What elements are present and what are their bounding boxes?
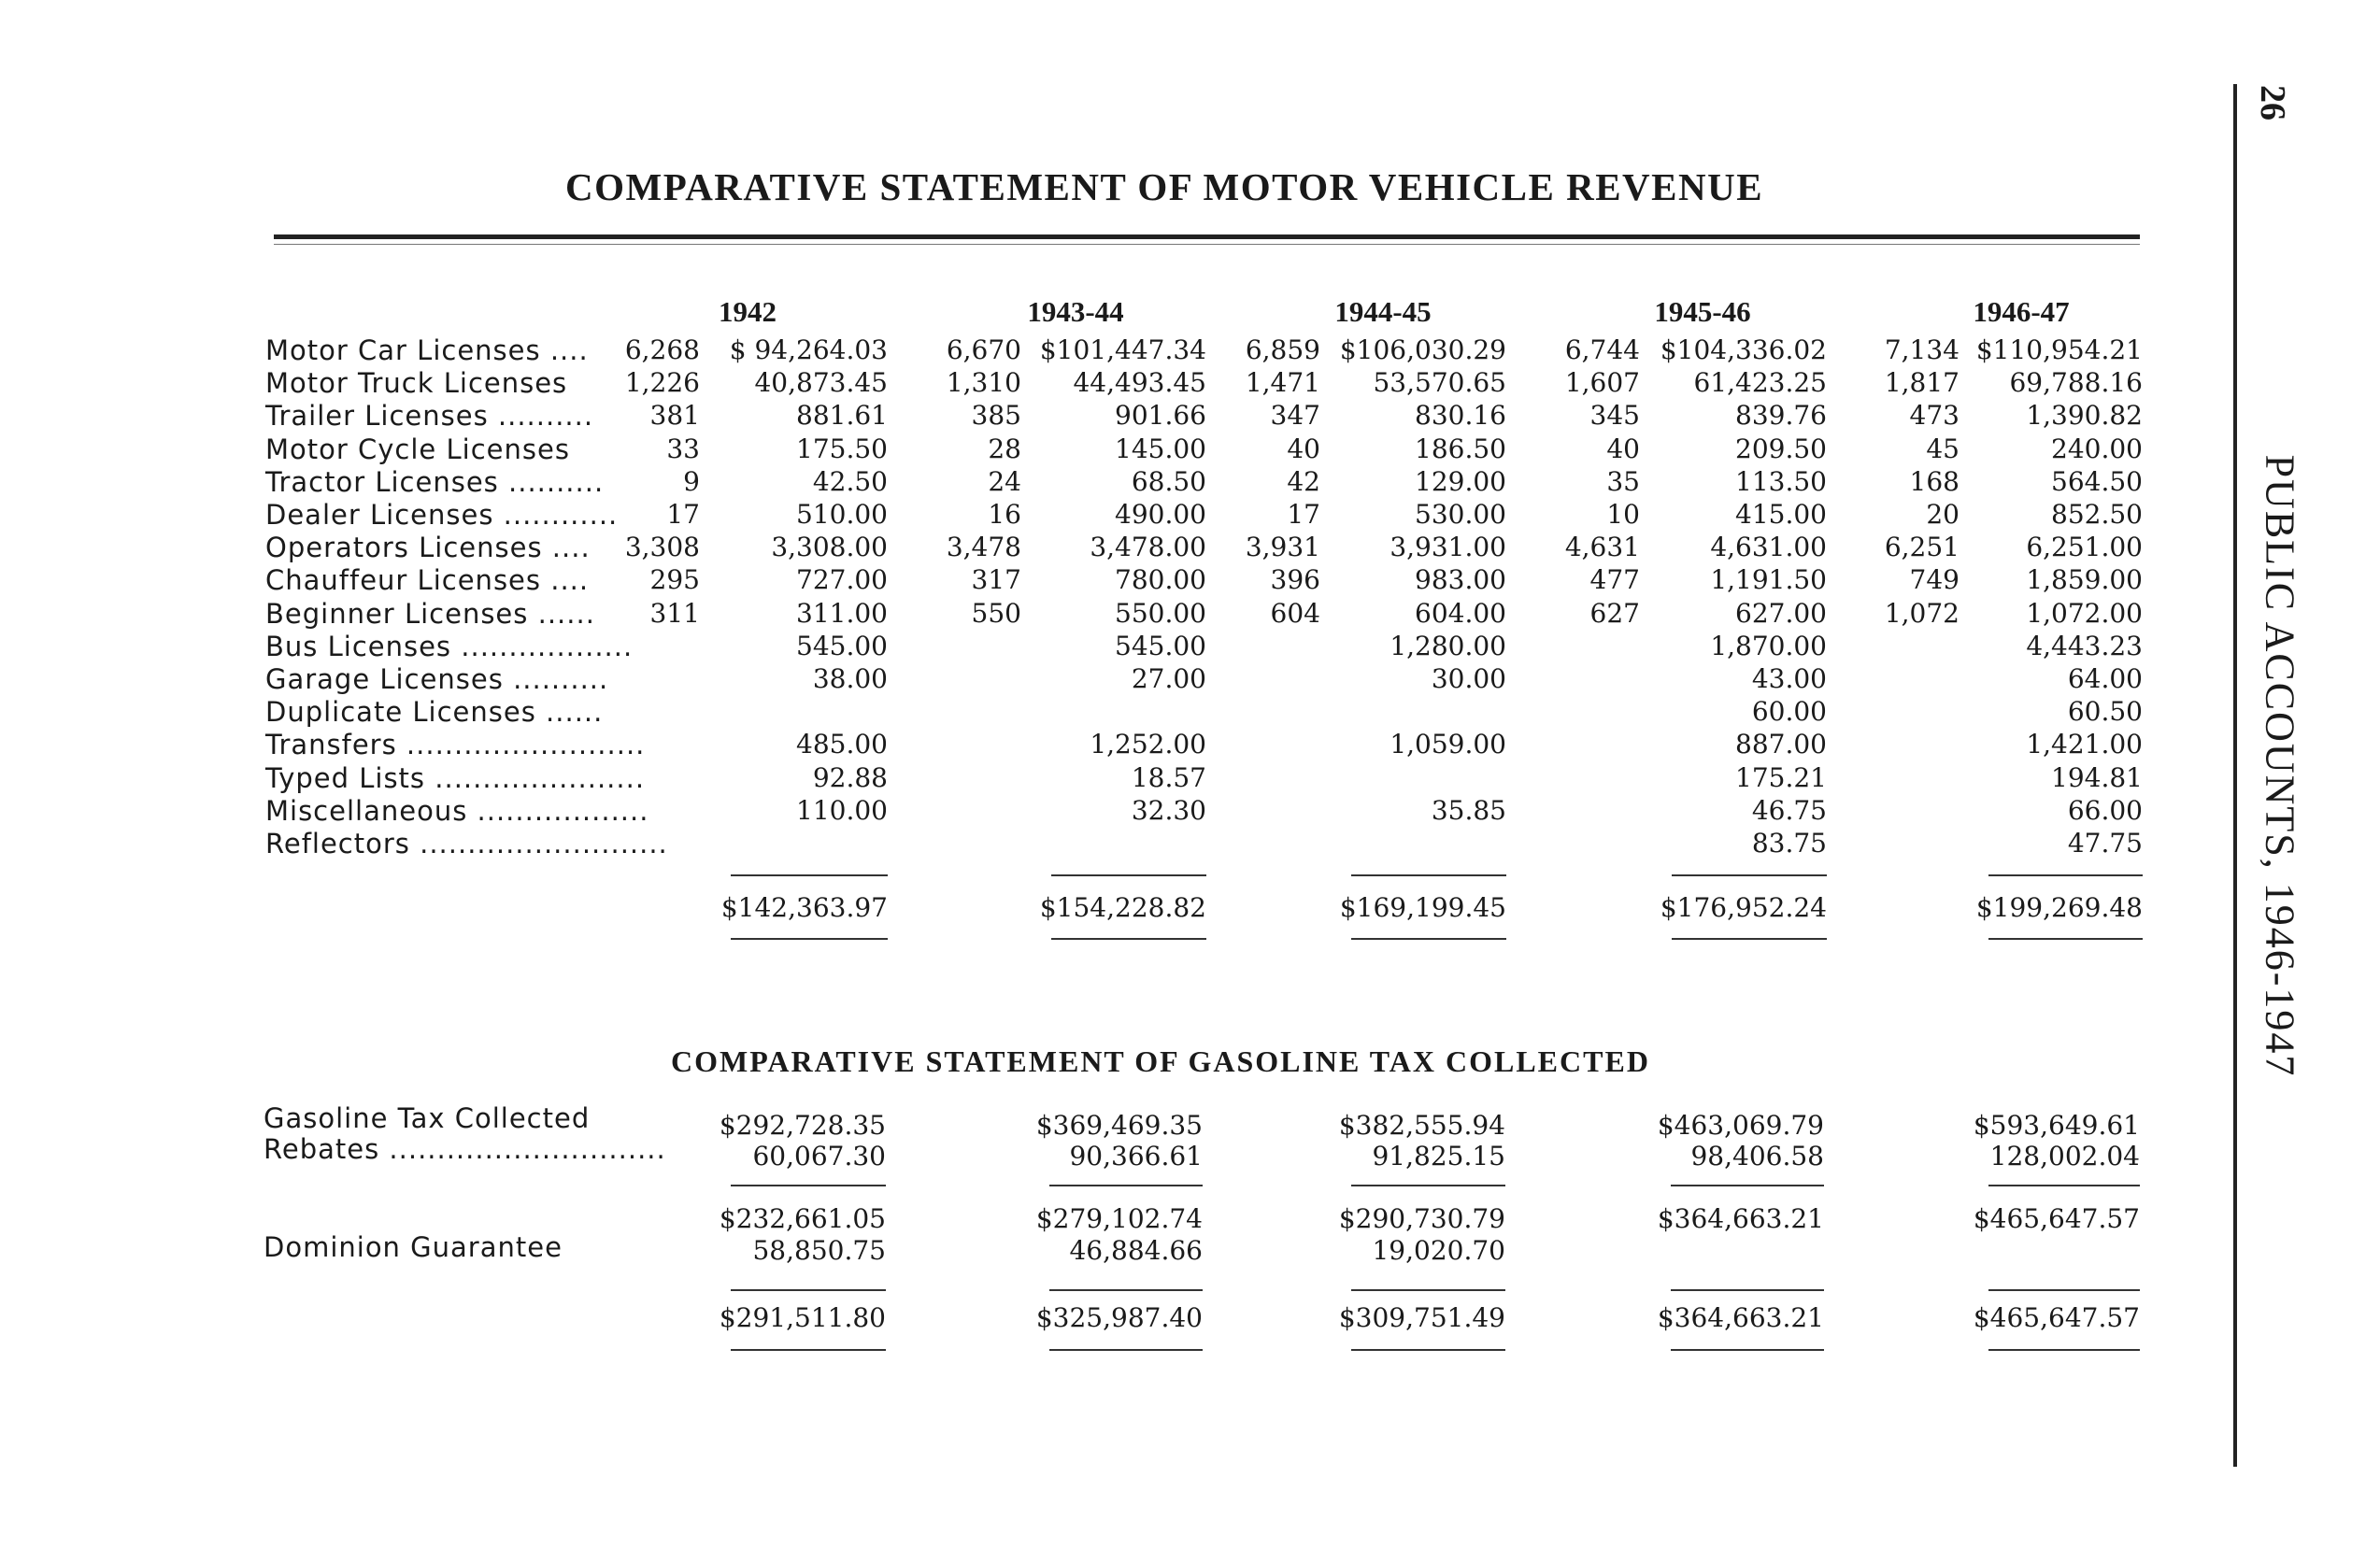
- total-rule-top: [1051, 874, 1206, 876]
- revenue-amount: 194.81: [2051, 761, 2143, 793]
- revenue-amount: $106,030.29: [1339, 334, 1506, 365]
- rebate-amount: 60,067.30: [752, 1141, 886, 1172]
- row-label: Garage Licenses ..........: [265, 663, 609, 695]
- gas-total-rule-bottom: [731, 1349, 886, 1351]
- row-label: Miscellaneous ..................: [265, 794, 649, 827]
- revenue-total: $176,952.24: [1660, 892, 1827, 923]
- license-count: 317: [971, 564, 1021, 596]
- revenue-amount: 1,252.00: [1090, 729, 1206, 760]
- table-row: [0, 728, 2380, 761]
- table-row: [0, 399, 2380, 433]
- rebate-amount: 91,825.15: [1372, 1141, 1505, 1172]
- revenue-amount: 60.00: [1751, 696, 1827, 728]
- total-rule-top: [1672, 874, 1827, 876]
- license-count: 16: [988, 499, 1021, 530]
- table-row: [0, 827, 2380, 860]
- table-row: [0, 433, 2380, 466]
- table-row: [0, 334, 2380, 367]
- revenue-total: $199,269.48: [1975, 892, 2143, 923]
- net-amount: $279,102.74: [1035, 1203, 1203, 1234]
- total-rule-top: [1351, 874, 1506, 876]
- row-label: Chauffeur Licenses ....: [265, 564, 590, 597]
- revenue-amount: 53,570.65: [1373, 367, 1506, 399]
- license-count: 1,607: [1564, 367, 1640, 399]
- revenue-amount: 42.50: [812, 465, 888, 497]
- license-count: 6,251: [1884, 532, 1960, 563]
- revenue-amount: 64.00: [2067, 663, 2143, 694]
- total-rule-top: [731, 874, 888, 876]
- license-count: 35: [1606, 465, 1640, 497]
- license-count: 1,471: [1245, 367, 1320, 399]
- revenue-amount: 129.00: [1415, 465, 1506, 497]
- revenue-amount: 46.75: [1751, 794, 1827, 826]
- revenue-amount: 1,421.00: [2026, 729, 2143, 760]
- license-count: 1,310: [946, 367, 1021, 399]
- license-count: 6,859: [1245, 334, 1320, 365]
- revenue-amount: $104,336.02: [1660, 334, 1827, 365]
- revenue-amount: 6,251.00: [2026, 532, 2143, 563]
- revenue-amount: 175.50: [796, 433, 888, 464]
- license-count: 3,931: [1245, 532, 1320, 563]
- license-count: 345: [1589, 400, 1640, 432]
- row-label: Motor Car Licenses ....: [265, 334, 589, 366]
- revenue-amount: 4,443.23: [2026, 630, 2143, 661]
- gasoline-total: $465,647.57: [1973, 1302, 2140, 1333]
- revenue-amount: 839.76: [1735, 400, 1827, 432]
- gasoline-tax-title: COMPARATIVE STATEMENT OF GASOLINE TAX COLLECTED: [671, 1044, 1650, 1078]
- license-count: 1,817: [1884, 367, 1960, 399]
- license-count: 347: [1270, 400, 1320, 432]
- revenue-amount: 415.00: [1735, 499, 1827, 530]
- year-header: 1944-45: [1334, 295, 1432, 328]
- row-label: Duplicate Licenses ......: [265, 696, 604, 729]
- license-count: 381: [649, 400, 700, 432]
- gas-rule: [1671, 1185, 1824, 1186]
- revenue-amount: 66.00: [2067, 794, 2143, 826]
- row-label: Reflectors ..........................: [265, 828, 668, 859]
- license-count: 17: [666, 499, 700, 530]
- license-count: 604: [1270, 597, 1320, 629]
- revenue-total: $154,228.82: [1039, 892, 1206, 923]
- license-count: 28: [988, 433, 1021, 464]
- revenue-amount: $101,447.34: [1039, 334, 1206, 365]
- gas-rule: [1988, 1185, 2140, 1186]
- revenue-amount: 30.00: [1431, 663, 1506, 694]
- row-label: Typed Lists ......................: [265, 761, 646, 794]
- revenue-amount: 564.50: [2051, 465, 2143, 497]
- license-count: 40: [1287, 433, 1320, 464]
- page-number: 26: [2253, 85, 2292, 121]
- row-label: Motor Truck Licenses: [265, 367, 568, 400]
- dominion-guarantee-amount: 58,850.75: [752, 1235, 886, 1266]
- table-row: [0, 531, 2380, 564]
- table-row: [0, 630, 2380, 663]
- row-label: Bus Licenses ..................: [265, 630, 634, 662]
- revenue-amount: 983.00: [1415, 564, 1506, 596]
- revenue-amount: 881.61: [796, 400, 888, 432]
- revenue-amount: 186.50: [1415, 433, 1506, 464]
- revenue-amount: 113.50: [1735, 465, 1827, 497]
- revenue-amount: 780.00: [1115, 564, 1206, 596]
- revenue-amount: 1,072.00: [2026, 597, 2143, 629]
- table-row: [0, 366, 2380, 400]
- year-header: 1945-46: [1654, 295, 1751, 328]
- license-count: 20: [1926, 499, 1960, 530]
- license-count: 550: [971, 597, 1021, 629]
- running-header: PUBLIC ACCOUNTS, 1946-1947: [2257, 454, 2303, 1078]
- revenue-amount: 60.50: [2067, 696, 2143, 728]
- license-count: 42: [1287, 465, 1320, 497]
- license-count: 17: [1287, 499, 1320, 530]
- total-rule-bottom: [1351, 938, 1506, 940]
- revenue-amount: 92.88: [812, 761, 888, 793]
- license-count: 4,631: [1564, 532, 1640, 563]
- revenue-amount: 830.16: [1415, 400, 1506, 432]
- gas-total-rule-bottom: [1049, 1349, 1203, 1351]
- row-label: Dealer Licenses ............: [265, 499, 619, 531]
- row-label: Trailer Licenses ..........: [265, 400, 594, 433]
- license-count: 1,072: [1884, 597, 1960, 629]
- gas-total-rule-bottom: [1351, 1349, 1505, 1351]
- row-label: Transfers .........................: [265, 729, 646, 761]
- license-count: 24: [988, 465, 1021, 497]
- total-rule-bottom: [731, 938, 888, 940]
- gas-rule: [1351, 1289, 1505, 1291]
- dominion-guarantee-amount: 46,884.66: [1069, 1235, 1203, 1266]
- revenue-amount: 35.85: [1431, 794, 1506, 826]
- license-count: 33: [666, 433, 700, 464]
- net-amount: $290,730.79: [1338, 1203, 1505, 1234]
- table-row: [0, 695, 2380, 729]
- revenue-amount: 69,788.16: [2009, 367, 2143, 399]
- gasoline-total: $325,987.40: [1035, 1302, 1203, 1333]
- gasoline-tax-collected: $463,069.79: [1657, 1110, 1824, 1141]
- year-header: 1943-44: [1027, 295, 1124, 328]
- revenue-amount: 175.21: [1735, 761, 1827, 793]
- revenue-amount: 47.75: [2067, 828, 2143, 859]
- revenue-amount: 3,308.00: [771, 532, 888, 563]
- gasoline-tax-collected: $292,728.35: [719, 1110, 886, 1141]
- license-count: 45: [1926, 433, 1960, 464]
- gas-rule: [1049, 1289, 1203, 1291]
- title-rule-thin: [274, 244, 2140, 245]
- row-label: Tractor Licenses ..........: [265, 465, 605, 498]
- total-rule-top: [1988, 874, 2143, 876]
- revenue-amount: 38.00: [812, 663, 888, 694]
- revenue-amount: 43.00: [1751, 663, 1827, 694]
- license-count: 6,268: [624, 334, 700, 365]
- revenue-amount: 145.00: [1115, 433, 1206, 464]
- license-count: 168: [1909, 465, 1960, 497]
- revenue-amount: 18.57: [1131, 761, 1206, 793]
- gas-rule: [1049, 1185, 1203, 1186]
- gas-rule: [1351, 1185, 1505, 1186]
- license-count: 396: [1270, 564, 1320, 596]
- license-count: 7,134: [1884, 334, 1960, 365]
- revenue-amount: 1,859.00: [2026, 564, 2143, 596]
- license-count: 1,226: [624, 367, 700, 399]
- gasoline-total: $291,511.80: [719, 1302, 886, 1333]
- net-amount: $232,661.05: [719, 1203, 886, 1234]
- revenue-amount: 311.00: [796, 597, 888, 629]
- revenue-amount: 604.00: [1415, 597, 1506, 629]
- dominion-guarantee-label: Dominion Guarantee: [264, 1231, 563, 1263]
- page-title: COMPARATIVE STATEMENT OF MOTOR VEHICLE REVENUE: [565, 165, 1764, 208]
- total-rule-bottom: [1672, 938, 1827, 940]
- revenue-amount: 83.75: [1751, 828, 1827, 859]
- license-count: 295: [649, 564, 700, 596]
- revenue-amount: 3,478.00: [1090, 532, 1206, 563]
- revenue-amount: 485.00: [796, 729, 888, 760]
- revenue-amount: 627.00: [1735, 597, 1827, 629]
- revenue-amount: 901.66: [1115, 400, 1206, 432]
- revenue-amount: 240.00: [2051, 433, 2143, 464]
- table-row: [0, 761, 2380, 795]
- row-label: Operators Licenses ....: [265, 532, 591, 564]
- revenue-amount: 1,191.50: [1710, 564, 1827, 596]
- revenue-amount: 61,423.25: [1693, 367, 1827, 399]
- license-count: 3,478: [946, 532, 1021, 563]
- gasoline-tax-collected: $369,469.35: [1035, 1110, 1203, 1141]
- revenue-amount: 852.50: [2051, 499, 2143, 530]
- net-amount: $465,647.57: [1973, 1203, 2140, 1234]
- row-label: Beginner Licenses ......: [265, 597, 595, 630]
- gasoline-tax-collected-label: Gasoline Tax Collected: [264, 1102, 591, 1134]
- title-rule: [274, 234, 2140, 239]
- table-row: [0, 465, 2380, 499]
- revenue-amount: 3,931.00: [1390, 532, 1506, 563]
- revenue-amount: 40,873.45: [754, 367, 888, 399]
- revenue-amount: 490.00: [1115, 499, 1206, 530]
- table-row: [0, 563, 2380, 597]
- revenue-amount: 209.50: [1735, 433, 1827, 464]
- rebate-amount: 98,406.58: [1690, 1141, 1824, 1172]
- revenue-amount: 530.00: [1415, 499, 1506, 530]
- total-rule-bottom: [1051, 938, 1206, 940]
- rebates-label: Rebates .............................: [264, 1133, 666, 1165]
- total-rule-bottom: [1988, 938, 2143, 940]
- revenue-amount: $110,954.21: [1975, 334, 2143, 365]
- license-count: 627: [1589, 597, 1640, 629]
- revenue-amount: 727.00: [796, 564, 888, 596]
- revenue-amount: 4,631.00: [1710, 532, 1827, 563]
- rebate-amount: 90,366.61: [1069, 1141, 1203, 1172]
- gas-rule: [1671, 1289, 1824, 1291]
- revenue-amount: 545.00: [1115, 630, 1206, 661]
- year-header: 1946-47: [1973, 295, 2070, 328]
- license-count: 473: [1909, 400, 1960, 432]
- revenue-amount: 1,390.82: [2026, 400, 2143, 432]
- revenue-amount: 44,493.45: [1073, 367, 1206, 399]
- gas-rule: [731, 1185, 886, 1186]
- row-label: Motor Cycle Licenses: [265, 433, 570, 465]
- license-count: 6,670: [946, 334, 1021, 365]
- revenue-amount: 1,059.00: [1390, 729, 1506, 760]
- gasoline-total: $364,663.21: [1657, 1302, 1824, 1333]
- license-count: 477: [1589, 564, 1640, 596]
- gas-total-rule-bottom: [1988, 1349, 2140, 1351]
- gas-total-rule-bottom: [1671, 1349, 1824, 1351]
- gas-rule: [731, 1289, 886, 1291]
- rebate-amount: 128,002.04: [1989, 1141, 2140, 1172]
- gas-rule: [1988, 1289, 2140, 1291]
- revenue-amount: 68.50: [1131, 465, 1206, 497]
- revenue-amount: 550.00: [1115, 597, 1206, 629]
- revenue-amount: $ 94,264.03: [729, 334, 888, 365]
- license-count: 6,744: [1564, 334, 1640, 365]
- year-header: 1942: [719, 295, 777, 328]
- license-count: 40: [1606, 433, 1640, 464]
- table-row: [0, 597, 2380, 631]
- net-amount: $364,663.21: [1657, 1203, 1824, 1234]
- revenue-amount: 887.00: [1735, 729, 1827, 760]
- revenue-amount: 545.00: [796, 630, 888, 661]
- revenue-amount: 32.30: [1131, 794, 1206, 826]
- gasoline-tax-collected: $382,555.94: [1338, 1110, 1505, 1141]
- license-count: 385: [971, 400, 1021, 432]
- gasoline-tax-collected: $593,649.61: [1973, 1110, 2140, 1141]
- revenue-amount: 27.00: [1131, 663, 1206, 694]
- license-count: 9: [683, 465, 700, 497]
- table-row: [0, 498, 2380, 532]
- revenue-total: $142,363.97: [720, 892, 888, 923]
- table-row: [0, 794, 2380, 828]
- gasoline-total: $309,751.49: [1338, 1302, 1505, 1333]
- revenue-amount: 1,870.00: [1710, 630, 1827, 661]
- dominion-guarantee-amount: 19,020.70: [1372, 1235, 1505, 1266]
- license-count: 10: [1606, 499, 1640, 530]
- license-count: 749: [1909, 564, 1960, 596]
- revenue-amount: 1,280.00: [1390, 630, 1506, 661]
- revenue-amount: 110.00: [796, 794, 888, 826]
- license-count: 3,308: [624, 532, 700, 563]
- revenue-total: $169,199.45: [1339, 892, 1506, 923]
- revenue-amount: 510.00: [796, 499, 888, 530]
- table-row: [0, 662, 2380, 696]
- license-count: 311: [649, 597, 700, 629]
